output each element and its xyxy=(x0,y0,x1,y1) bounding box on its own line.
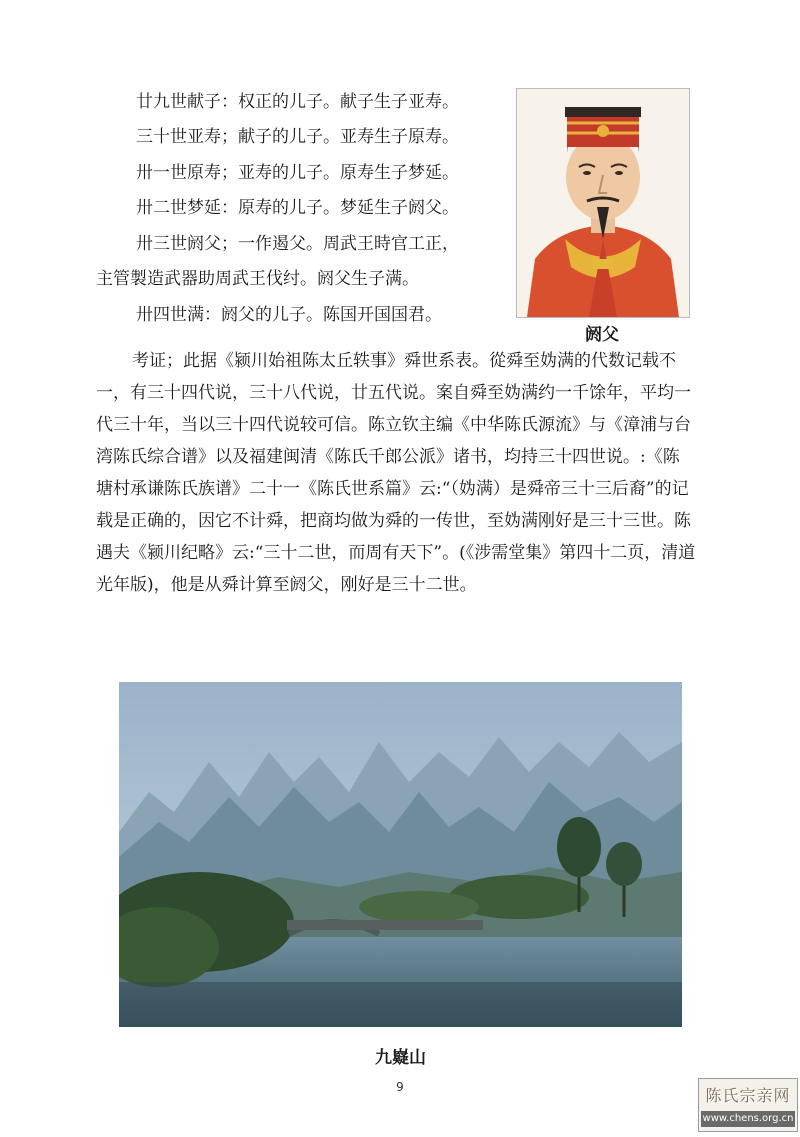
landscape-image xyxy=(119,682,682,1027)
genealogy-line: 廿九世献子：权正的儿子。献子生子亚寿。 xyxy=(136,92,459,112)
page-number: 9 xyxy=(396,1080,404,1094)
landscape-caption: 九嶷山 xyxy=(375,1048,426,1068)
portrait-drawing xyxy=(517,89,689,317)
site-watermark xyxy=(698,1078,798,1132)
genealogy-line: 卅二世梦延：原寿的儿子。梦延生子阏父。 xyxy=(136,198,459,218)
portrait-image xyxy=(516,88,690,318)
commentary-paragraph: 考证；此据《颍川始祖陈太丘轶事》舜世系表。從舜至妫满的代数记载不一，有三十四代说，三十八代说，廿五代说。案自舜至妫满约一千馀年，平均一代三十年，当以三十四代说较可信。陈立钦主编《中华陈氏源流》与《漳浦与台湾陈氏综合谱》以及福建闽清《陈氏千郎公派》诸书，均持三十四世说。:《陈塘村承谦陈氏族谱》二十一《陈氏世系篇》云:“（妫满）是舜帝三十三后裔”的记载是正确的，因它不计舜，把商均做为舜的一传世，至妫满刚好是三十三世。陈遇夫《颍川纪略》云:“三十二世，而周有天下”。(《涉需堂集》第四十二页，清道光年版)，他是从舜计算至阏父，刚好是三十二世。 xyxy=(96,351,696,595)
landscape-drawing xyxy=(119,682,682,1027)
genealogy-line: 卅一世原寿；亚寿的儿子。原寿生子梦延。 xyxy=(136,163,459,183)
genealogy-line: 卅三世阏父；一作遏父。周武王時官工正， xyxy=(136,234,459,254)
watermark-title: 陈氏宗亲网 xyxy=(705,1086,791,1105)
watermark-url: www.chens.org.cn xyxy=(701,1111,795,1127)
genealogy-line: 主管製造武器助周武王伐纣。阏父生子满。 xyxy=(96,269,419,289)
genealogy-line: 卅四世满：阏父的儿子。陈国开国国君。 xyxy=(136,305,442,325)
genealogy-line: 三十世亚寿；献子的儿子。亚寿生子原寿。 xyxy=(136,127,459,147)
portrait-caption: 阏父 xyxy=(585,325,619,345)
